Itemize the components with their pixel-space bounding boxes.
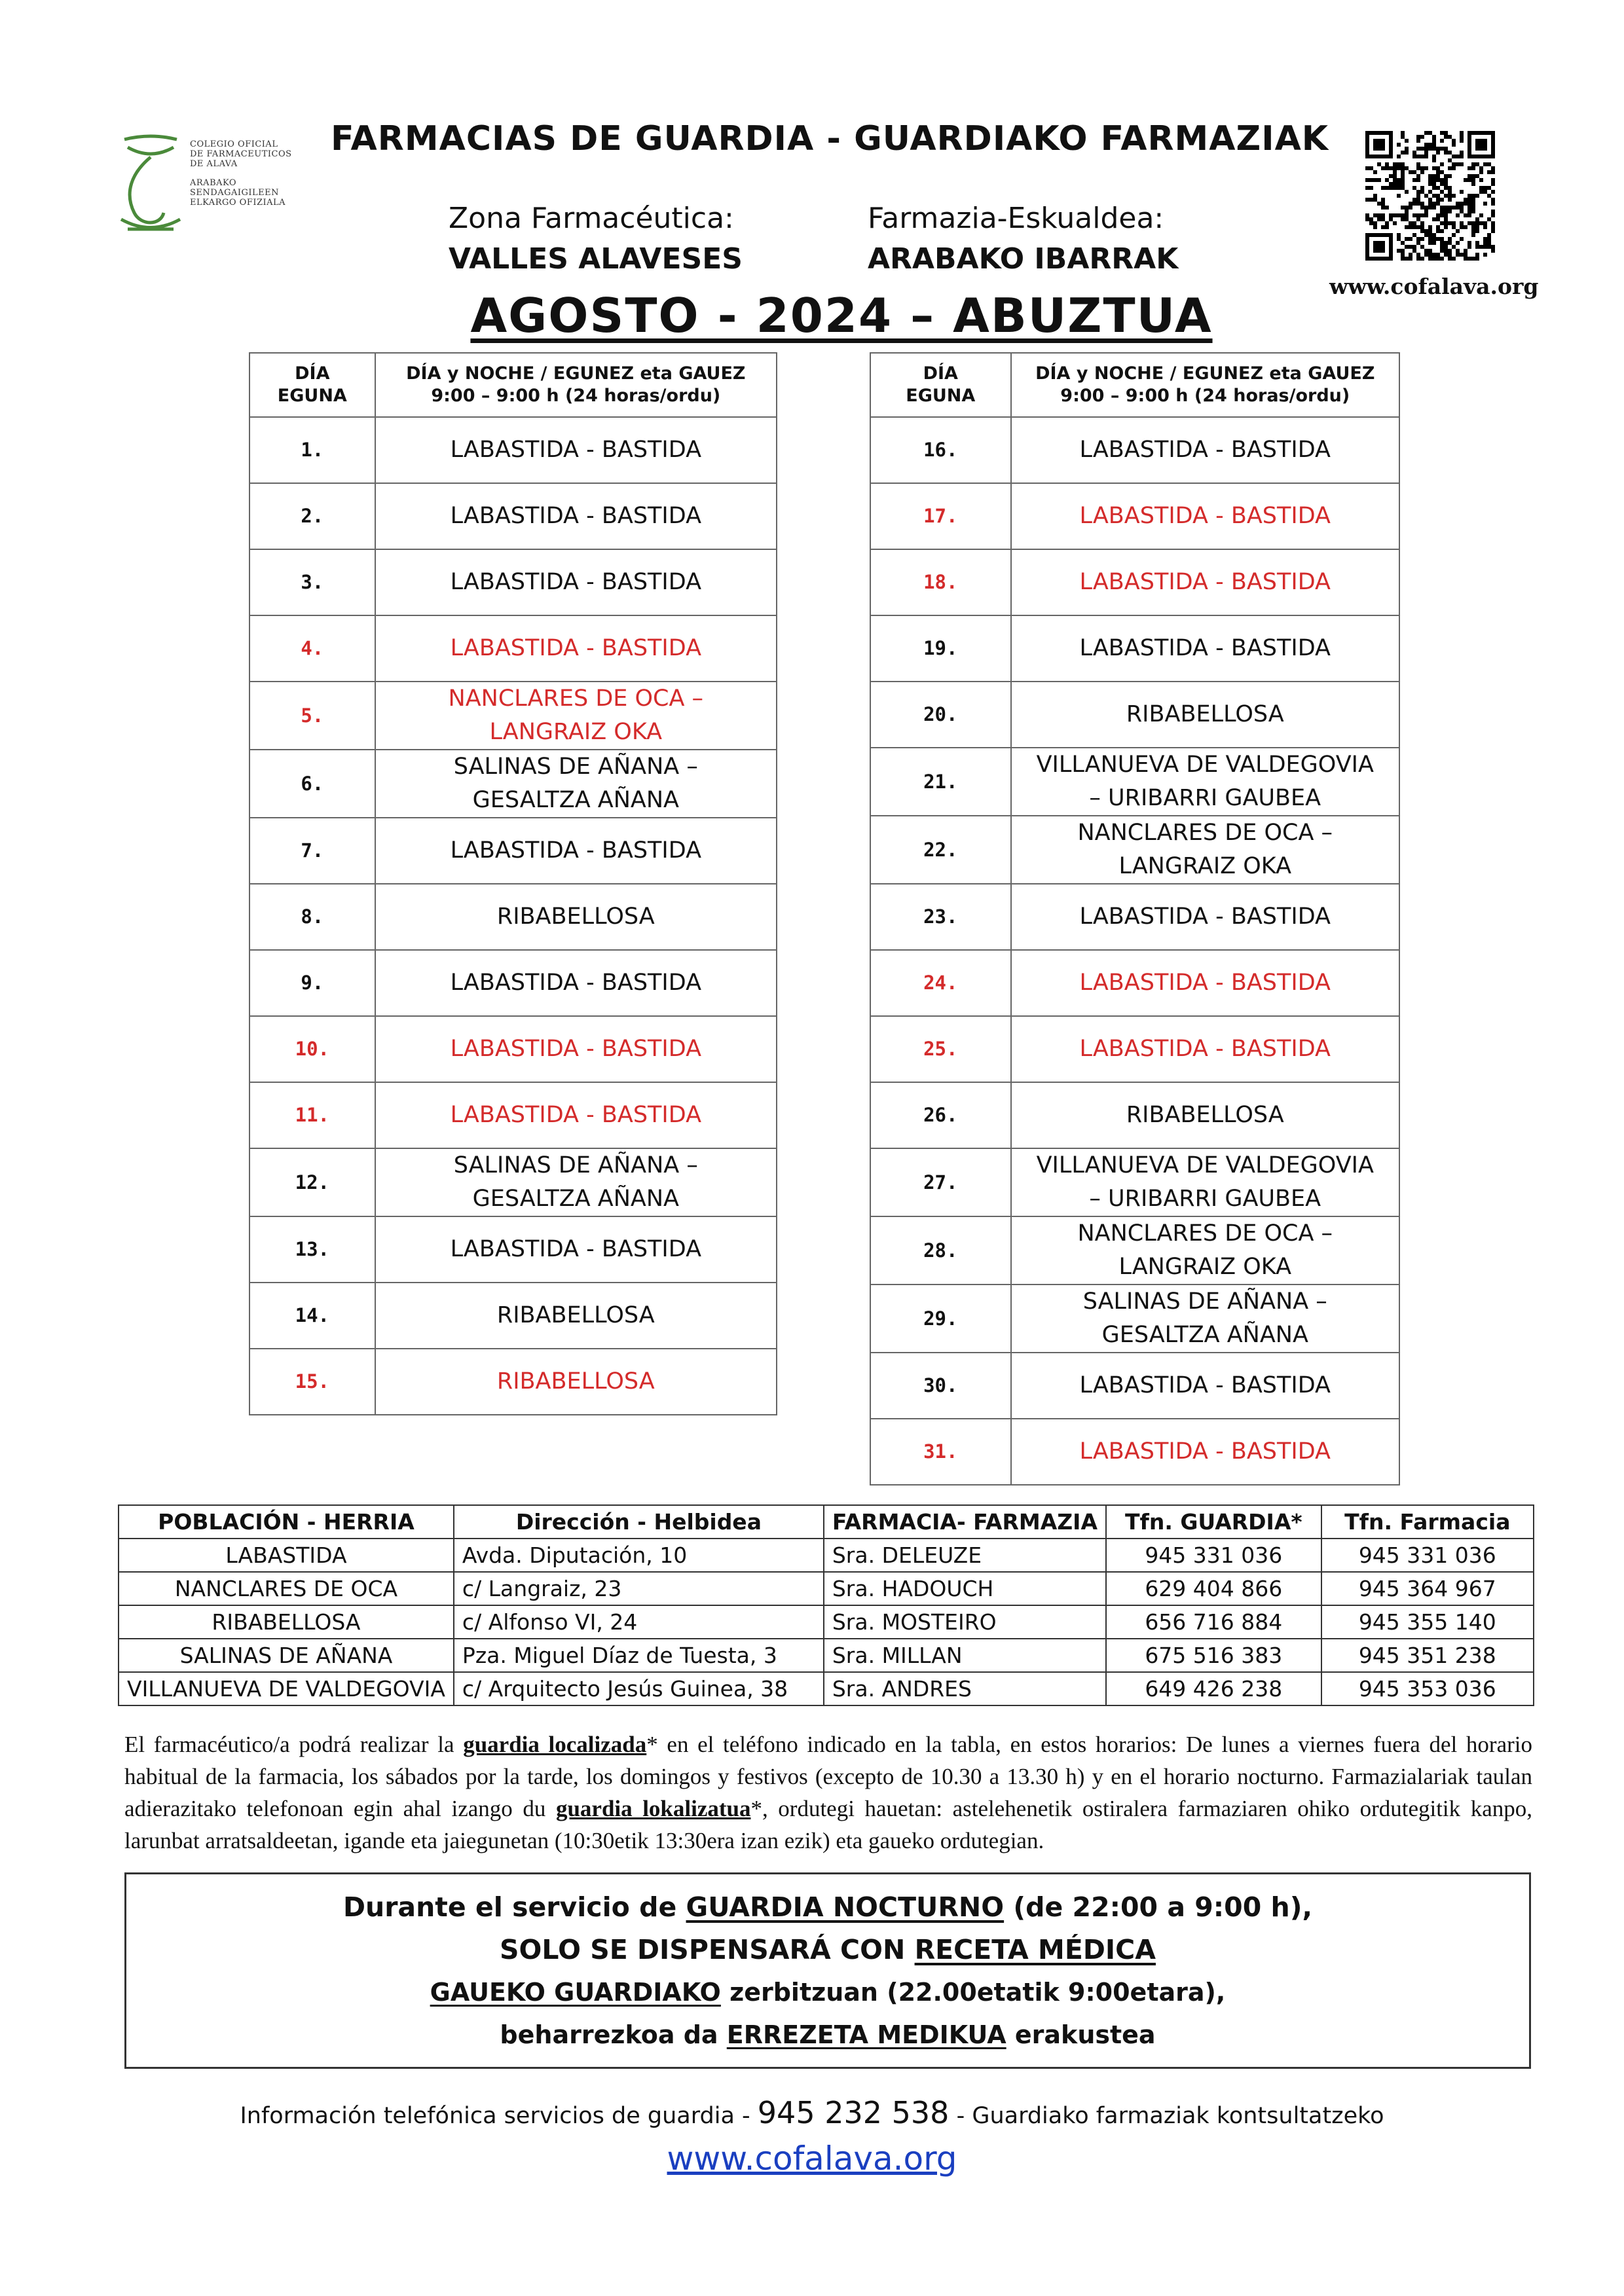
address-cell: c/ Arquitecto Jesús Guinea, 38 <box>454 1672 824 1705</box>
pharmacy-location <box>1011 483 1399 549</box>
pharmacy-location <box>375 1216 777 1283</box>
address-col-header: POBLACIÓN - HERRIA <box>119 1505 454 1539</box>
location-line: LABASTIDA - BASTIDA <box>1079 970 1331 996</box>
day-number: 14. <box>249 1283 375 1349</box>
pharmacy-location <box>1011 884 1399 950</box>
pharmacist-cell: Sra. DELEUZE <box>824 1539 1106 1572</box>
zone-label-eu: Farmazia-Eskualdea: <box>868 202 1164 235</box>
footer-text-es: Información telefónica servicios de guardia - <box>240 2103 758 2129</box>
guard-row <box>870 417 1399 483</box>
address-cell: Pza. Miguel Díaz de Tuesta, 3 <box>454 1639 824 1672</box>
location-line: LABASTIDA - BASTIDA <box>1079 503 1331 529</box>
address-row <box>119 1605 1534 1639</box>
day-number: 21. <box>870 748 1011 816</box>
pharmacy-location <box>375 483 777 549</box>
guard-row <box>249 1082 777 1148</box>
guard-row <box>249 682 777 750</box>
address-cell: Avda. Diputación, 10 <box>454 1539 824 1572</box>
guard-table-right <box>870 352 1400 1485</box>
address-col-header: Dirección - Helbidea <box>454 1505 824 1539</box>
guard-row <box>249 1349 777 1415</box>
location-line: LANGRAIZ OKA <box>1118 853 1292 879</box>
day-number: 29. <box>870 1285 1011 1353</box>
location-line: LABASTIDA - BASTIDA <box>450 437 702 463</box>
pharmacy-location <box>375 682 777 750</box>
guard-row <box>870 1419 1399 1485</box>
pharmacy-location <box>375 417 777 483</box>
guard-row <box>249 1148 777 1216</box>
location-line: LANGRAIZ OKA <box>1118 1254 1292 1280</box>
town-cell: NANCLARES DE OCA <box>119 1572 454 1605</box>
address-row <box>119 1672 1534 1705</box>
college-logo <box>111 121 334 246</box>
info-text: El farmacéutico/a podrá realizar la <box>124 1732 464 1757</box>
guard-row <box>249 417 777 483</box>
location-line: LABASTIDA - BASTIDA <box>1079 569 1331 595</box>
pharmacy-location <box>1011 417 1399 483</box>
pharmacy-location <box>1011 1353 1399 1419</box>
pharmacy-location <box>375 1016 777 1082</box>
guard-row <box>249 615 777 682</box>
day-number: 31. <box>870 1419 1011 1485</box>
pharmacy-location <box>1011 816 1399 884</box>
location-line: LABASTIDA - BASTIDA <box>450 1102 702 1128</box>
footer-phone[interactable]: 945 232 538 <box>757 2095 950 2130</box>
day-number: 30. <box>870 1353 1011 1419</box>
day-number: 6. <box>249 750 375 818</box>
location-line: LABASTIDA - BASTIDA <box>1079 1438 1331 1465</box>
guard-phone-cell[interactable]: 675 516 383 <box>1106 1639 1321 1672</box>
logo-line: DE FARMACEUTICOS <box>190 149 292 159</box>
notice-line: GAUEKO GUARDIAKO zerbitzuan (22.00etatik 9:00etara), <box>430 1978 1226 2007</box>
location-line: LANGRAIZ OKA <box>489 719 663 745</box>
day-number: 25. <box>870 1016 1011 1082</box>
day-number: 4. <box>249 615 375 682</box>
pharmacy-location <box>1011 1419 1399 1485</box>
town-cell: SALINAS DE AÑANA <box>119 1639 454 1672</box>
pharmacy-location <box>375 884 777 950</box>
day-number: 20. <box>870 682 1011 748</box>
guard-phone-cell[interactable]: 945 331 036 <box>1106 1539 1321 1572</box>
pharmacy-location <box>1011 748 1399 816</box>
location-line: LABASTIDA - BASTIDA <box>450 1036 702 1062</box>
day-number: 3. <box>249 549 375 615</box>
pharmacist-cell: Sra. MOSTEIRO <box>824 1605 1106 1639</box>
location-line: RIBABELLOSA <box>496 1302 655 1328</box>
guard-row <box>249 1016 777 1082</box>
location-line: LABASTIDA - BASTIDA <box>1079 903 1331 930</box>
location-line: RIBABELLOSA <box>496 903 655 930</box>
pharmacy-location <box>375 615 777 682</box>
pharmacy-address-table <box>118 1504 1534 1706</box>
address-col-header: Tfn. GUARDIA* <box>1106 1505 1321 1539</box>
pharmacy-location <box>375 549 777 615</box>
guard-row <box>870 1016 1399 1082</box>
day-number: 18. <box>870 549 1011 615</box>
notice-line: SOLO SE DISPENSARÁ CON RECETA MÉDICA <box>500 1934 1156 1965</box>
guard-info-paragraph <box>124 1728 1532 1857</box>
pharmacy-location <box>375 818 777 884</box>
day-number: 13. <box>249 1216 375 1283</box>
address-col-header: FARMACIA- FARMAZIA <box>824 1505 1106 1539</box>
day-number: 19. <box>870 615 1011 682</box>
guard-row <box>870 483 1399 549</box>
guard-row <box>870 748 1399 816</box>
address-cell: c/ Alfonso VI, 24 <box>454 1605 824 1639</box>
day-number: 8. <box>249 884 375 950</box>
pharmacy-location <box>1011 1216 1399 1285</box>
guardia-lokalizatua-term: guardia lokalizatua <box>555 1796 751 1821</box>
pharmacist-cell: Sra. HADOUCH <box>824 1572 1106 1605</box>
pharmacist-cell: Sra. ANDRES <box>824 1672 1106 1705</box>
location-line: VILLANUEVA DE VALDEGOVIA <box>1036 1152 1374 1178</box>
notice-line: beharrezkoa da ERREZETA MEDIKUA erakustea <box>500 2020 1156 2049</box>
guard-phone-cell[interactable]: 649 426 238 <box>1106 1672 1321 1705</box>
location-line: – URIBARRI GAUBEA <box>1089 785 1321 811</box>
pharmacy-cup-snake-icon <box>111 121 190 246</box>
page-title: FARMACIAS DE GUARDIA - GUARDIAKO FARMAZIAK <box>331 119 1329 158</box>
pharmacy-location <box>375 950 777 1016</box>
pharmacy-phone-cell[interactable]: 945 353 036 <box>1321 1672 1534 1705</box>
pharmacy-location <box>1011 615 1399 682</box>
pharmacy-location <box>1011 1082 1399 1148</box>
pharmacy-location <box>1011 1148 1399 1216</box>
guard-row <box>870 1353 1399 1419</box>
pharmacy-location <box>1011 1016 1399 1082</box>
location-line: GESALTZA AÑANA <box>472 1186 679 1212</box>
location-line: RIBABELLOSA <box>1126 1102 1284 1128</box>
guard-row <box>249 1283 777 1349</box>
pharmacy-location <box>1011 950 1399 1016</box>
guard-row <box>870 1082 1399 1148</box>
logo-line: ELKARGO OFIZIALA <box>190 198 286 208</box>
guard-row <box>870 950 1399 1016</box>
day-number: 11. <box>249 1082 375 1148</box>
location-line: SALINAS DE AÑANA – <box>453 1152 698 1178</box>
location-line: GESALTZA AÑANA <box>472 787 679 813</box>
location-line: LABASTIDA - BASTIDA <box>450 970 702 996</box>
day-number: 24. <box>870 950 1011 1016</box>
guard-row <box>870 615 1399 682</box>
day-number: 22. <box>870 816 1011 884</box>
town-cell: LABASTIDA <box>119 1539 454 1572</box>
zone-label-es: Zona Farmacéutica: <box>449 202 734 235</box>
guard-row <box>870 1148 1399 1216</box>
pharmacy-location <box>375 750 777 818</box>
footer-phone-info <box>0 2095 1624 2130</box>
pharmacy-location <box>375 1148 777 1216</box>
location-line: VILLANUEVA DE VALDEGOVIA <box>1036 752 1374 778</box>
guard-row <box>249 483 777 549</box>
month-title: AGOSTO - 2024 – ABUZTUA <box>470 288 1213 343</box>
qr-code-icon[interactable] <box>1365 131 1495 261</box>
guard-phone-cell[interactable]: 656 716 884 <box>1106 1605 1321 1639</box>
pharmacy-location <box>1011 549 1399 615</box>
location-line: GESALTZA AÑANA <box>1101 1322 1308 1348</box>
footer-website-link[interactable]: www.cofalava.org <box>667 2140 957 2178</box>
pharmacy-location <box>375 1349 777 1415</box>
location-line: RIBABELLOSA <box>1126 701 1284 727</box>
town-cell: VILLANUEVA DE VALDEGOVIA <box>119 1672 454 1705</box>
day-number: 17. <box>870 483 1011 549</box>
day-number: 12. <box>249 1148 375 1216</box>
info-text: *, ordutegi hauetan: astelehenetik ostiralera farmaziaren ohiko ordutegitik kanpo, larunbat arratsaldeetan, igande eta jaiegunetan (10:30etik 13:30era izan ezik) eta gaueko ordutegian. <box>124 1796 1532 1853</box>
pharmacist-cell: Sra. MILLAN <box>824 1639 1106 1672</box>
location-line: RIBABELLOSA <box>496 1368 655 1394</box>
location-line: LABASTIDA - BASTIDA <box>1079 1372 1331 1398</box>
day-number: 15. <box>249 1349 375 1415</box>
day-number: 5. <box>249 682 375 750</box>
guard-row <box>870 1216 1399 1285</box>
guard-row <box>249 818 777 884</box>
pharmacy-phone-cell[interactable]: 945 364 967 <box>1321 1572 1534 1605</box>
col-header-day: DÍA EGUNA <box>249 353 375 417</box>
guard-table-left <box>249 352 777 1415</box>
guardia-localizada-term: guardia localizada <box>463 1732 647 1757</box>
day-number: 2. <box>249 483 375 549</box>
info-text: Farmazialariak taulan adierazitako telefonoan egin ahal izango du <box>124 1764 1532 1821</box>
col-header-hours: DÍA y NOCHE / EGUNEZ eta GAUEZ 9:00 – 9:00 h (24 horas/ordu) <box>1011 353 1399 417</box>
guard-row <box>870 816 1399 884</box>
pharmacy-location <box>375 1082 777 1148</box>
address-row <box>119 1572 1534 1605</box>
address-row <box>119 1639 1534 1672</box>
pharmacy-location <box>1011 1285 1399 1353</box>
guard-row <box>249 1216 777 1283</box>
location-line: NANCLARES DE OCA – <box>1077 1220 1333 1247</box>
day-number: 27. <box>870 1148 1011 1216</box>
address-col-header: Tfn. Farmacia <box>1321 1505 1534 1539</box>
guard-row <box>249 549 777 615</box>
location-line: SALINAS DE AÑANA – <box>1082 1288 1327 1315</box>
location-line: LABASTIDA - BASTIDA <box>450 503 702 529</box>
zone-value-eu: ARABAKO IBARRAK <box>868 242 1179 276</box>
location-line: LABASTIDA - BASTIDA <box>450 837 702 864</box>
town-cell: RIBABELLOSA <box>119 1605 454 1639</box>
pharmacy-location <box>1011 682 1399 748</box>
pharmacy-location <box>375 1283 777 1349</box>
guard-row <box>870 1285 1399 1353</box>
day-number: 28. <box>870 1216 1011 1285</box>
footer-text-eu: - Guardiako farmaziak kontsultatzeko <box>949 2103 1384 2129</box>
logo-line: DE ALAVA <box>190 159 238 169</box>
guard-row <box>249 884 777 950</box>
guard-phone-cell[interactable]: 629 404 866 <box>1106 1572 1321 1605</box>
location-line: NANCLARES DE OCA – <box>448 685 704 712</box>
guard-row <box>870 884 1399 950</box>
guard-row <box>249 950 777 1016</box>
guard-row <box>249 750 777 818</box>
pharmacy-phone-cell[interactable]: 945 355 140 <box>1321 1605 1534 1639</box>
day-number: 23. <box>870 884 1011 950</box>
zone-value-es: VALLES ALAVESES <box>449 242 743 276</box>
logo-text <box>190 139 292 208</box>
pharmacy-phone-cell[interactable]: 945 351 238 <box>1321 1639 1534 1672</box>
location-line: LABASTIDA - BASTIDA <box>450 635 702 661</box>
notice-line: Durante el servicio de GUARDIA NOCTURNO (de 22:00 a 9:00 h), <box>342 1891 1313 1923</box>
day-number: 10. <box>249 1016 375 1082</box>
logo-line: COLEGIO OFICIAL <box>190 139 278 149</box>
address-cell: c/ Langraiz, 23 <box>454 1572 824 1605</box>
day-number: 26. <box>870 1082 1011 1148</box>
logo-line: ARABAKO <box>190 178 237 188</box>
location-line: LABASTIDA - BASTIDA <box>1079 437 1331 463</box>
day-number: 1. <box>249 417 375 483</box>
guard-row <box>870 682 1399 748</box>
website-text: www.cofalava.org <box>1329 274 1539 299</box>
location-line: – URIBARRI GAUBEA <box>1089 1186 1321 1212</box>
info-text: * en el teléfono indicado en la tabla, en estos horarios: De lunes a viernes fuera del horario habitual de la farmacia, los sábados por la tarde, los domingos y festivos (excepto de 10.30 a 13.30 h) y en el horario nocturno. <box>124 1732 1532 1789</box>
logo-line: SENDAGAIGILEEN <box>190 188 279 198</box>
col-header-hours: DÍA y NOCHE / EGUNEZ eta GAUEZ 9:00 – 9:00 h (24 horas/ordu) <box>375 353 777 417</box>
guard-row <box>870 549 1399 615</box>
day-number: 16. <box>870 417 1011 483</box>
address-row <box>119 1539 1534 1572</box>
night-service-notice <box>124 1872 1531 2069</box>
location-line: SALINAS DE AÑANA – <box>453 754 698 780</box>
col-header-day: DÍA EGUNA <box>870 353 1011 417</box>
location-line: LABASTIDA - BASTIDA <box>1079 635 1331 661</box>
pharmacy-phone-cell[interactable]: 945 331 036 <box>1321 1539 1534 1572</box>
day-number: 9. <box>249 950 375 1016</box>
location-line: LABASTIDA - BASTIDA <box>1079 1036 1331 1062</box>
location-line: LABASTIDA - BASTIDA <box>450 569 702 595</box>
location-line: NANCLARES DE OCA – <box>1077 820 1333 846</box>
location-line: LABASTIDA - BASTIDA <box>450 1236 702 1262</box>
day-number: 7. <box>249 818 375 884</box>
